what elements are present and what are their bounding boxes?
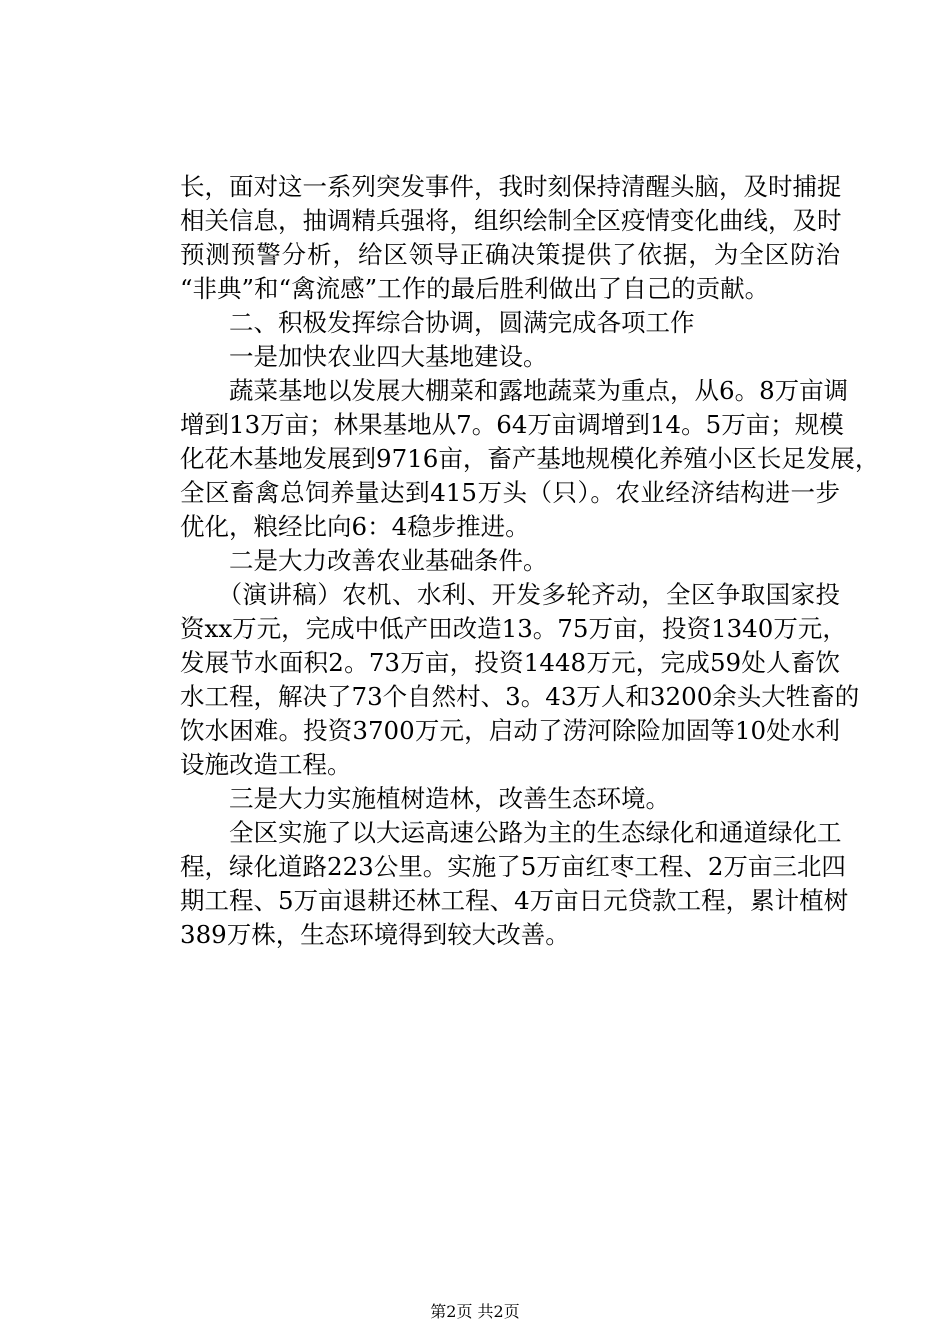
text-line: 预测预警分析，给区领导正确决策提供了依据，为全区防治 — [180, 240, 840, 269]
text-line: 全区畜禽总饲养量达到415万头（只）。农业经济结构进一步 — [180, 478, 840, 507]
text-line: 389万株，生态环境得到较大改善。 — [180, 920, 570, 949]
text-line: 设施改造工程。 — [180, 750, 352, 779]
page-number-footer: 第2页 共2页 — [430, 1302, 520, 1321]
document-body — [180, 170, 880, 952]
text-line: 相关信息，抽调精兵强将，组织绘制全区疫情变化曲线，及时 — [180, 206, 842, 235]
subheading: 三是大力实施植树造林，改善生态环境。 — [180, 784, 670, 813]
section-heading: 二、积极发挥综合协调，圆满完成各项工作 — [180, 308, 695, 337]
text-line: 化花木基地发展到9716亩，畜产基地规模化养殖小区长足发展， — [180, 444, 880, 473]
subheading: 二是大力改善农业基础条件。 — [180, 546, 548, 575]
text-line: （演讲稿）农机、水利、开发多轮齐动，全区争取国家投 — [180, 580, 840, 609]
text-line: 期工程、5万亩退耕还林工程、4万亩日元贷款工程，累计植树 — [180, 886, 849, 915]
text-line: 全区实施了以大运高速公路为主的生态绿化和通道绿化工 — [180, 818, 842, 847]
text-line: 程，绿化道路223公里。实施了5万亩红枣工程、2万亩三北四 — [180, 852, 846, 881]
text-line: 蔬菜基地以发展大棚菜和露地蔬菜为重点，从6。8万亩调 — [180, 376, 849, 405]
text-line: “非典”和“禽流感”工作的最后胜利做出了自己的贡献。 — [180, 274, 770, 303]
subheading: 一是加快农业四大基地建设。 — [180, 342, 548, 371]
text-line: 饮水困难。投资3700万元，启动了涝河除险加固等10处水利 — [180, 716, 840, 745]
text-line: 资xx万元，完成中低产田改造13。75万亩，投资1340万元， — [180, 614, 847, 643]
text-line: 水工程，解决了73个自然村、3。43万人和3200余头大牲畜的 — [180, 682, 860, 711]
text-line: 发展节水面积2。73万亩，投资1448万元，完成59处人畜饮 — [180, 648, 840, 677]
text-line: 优化，粮经比向6：4稳步推进。 — [180, 512, 530, 541]
text-line: 增到13万亩；林果基地从7。64万亩调增到14。5万亩；规模 — [180, 410, 844, 439]
text-line: 长，面对这一系列突发事件，我时刻保持清醒头脑，及时捕捉 — [180, 172, 842, 201]
